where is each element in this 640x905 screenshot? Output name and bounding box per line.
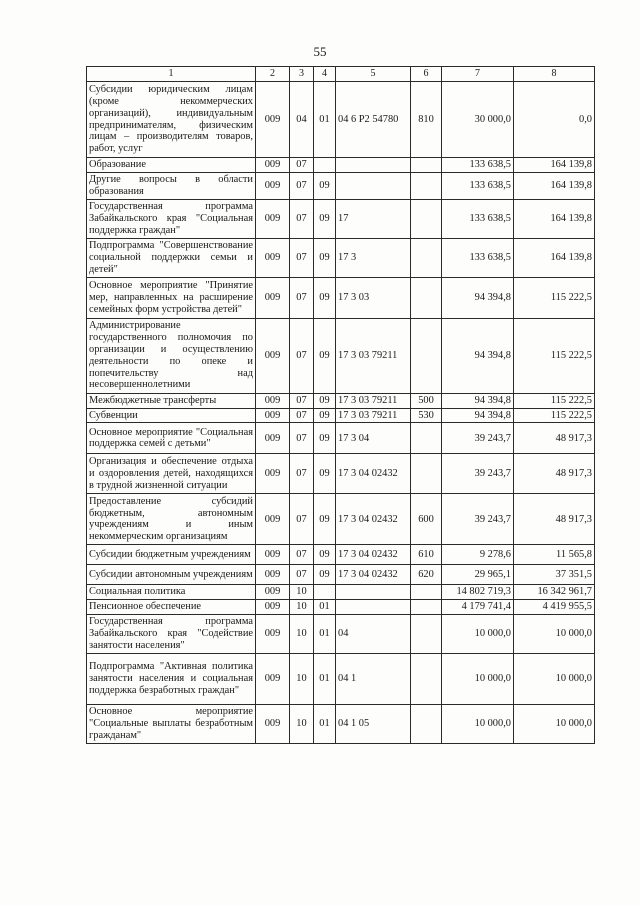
code-expense-type — [411, 600, 442, 615]
row-name: Государственная программа Забайкальского края "Социальная поддержка граждан" — [87, 199, 256, 238]
code-section: 07 — [290, 158, 314, 173]
table-row — [87, 545, 595, 565]
table-body — [87, 82, 595, 744]
amount-year-2: 37 351,5 — [514, 565, 595, 585]
code-target: 17 3 03 79211 — [336, 408, 411, 423]
code-admin: 009 — [256, 423, 290, 454]
code-subsection: 09 — [314, 423, 336, 454]
code-expense-type — [411, 172, 442, 199]
amount-year-2: 115 222,5 — [514, 318, 595, 393]
table-row — [87, 318, 595, 393]
amount-year-2: 115 222,5 — [514, 277, 595, 318]
row-name: Субсидии юридическим лицам (кроме некоммерческих организаций), индивидуальным предпринимателям, физическим лицам – производителям товаров, работ, услуг — [87, 82, 256, 158]
code-section: 07 — [290, 393, 314, 408]
amount-year-1: 133 638,5 — [442, 158, 514, 173]
amount-year-2: 115 222,5 — [514, 393, 595, 408]
amount-year-2: 10 000,0 — [514, 705, 595, 744]
code-expense-type: 610 — [411, 545, 442, 565]
table-row — [87, 238, 595, 277]
row-name: Пенсионное обеспечение — [87, 600, 256, 615]
code-expense-type: 810 — [411, 82, 442, 158]
amount-year-1: 94 394,8 — [442, 318, 514, 393]
amount-year-2: 11 565,8 — [514, 545, 595, 565]
table-row — [87, 600, 595, 615]
code-target: 17 — [336, 199, 411, 238]
row-name: Основное мероприятие "Социальные выплаты безработным гражданам" — [87, 705, 256, 744]
code-subsection — [314, 585, 336, 600]
code-subsection: 09 — [314, 277, 336, 318]
code-admin: 009 — [256, 199, 290, 238]
table-row — [87, 585, 595, 600]
row-name: Субвенции — [87, 408, 256, 423]
row-name: Предоставление субсидий бюджетным, автономным учреждениям и иным некоммерческим организациям — [87, 494, 256, 545]
code-target: 04 — [336, 615, 411, 654]
amount-year-1: 94 394,8 — [442, 393, 514, 408]
row-name: Администрирование государственного полномочия по организации и осуществлению деятельности по опеке и попечительству над несовершеннолетними — [87, 318, 256, 393]
code-target — [336, 600, 411, 615]
code-subsection: 09 — [314, 565, 336, 585]
amount-year-2: 10 000,0 — [514, 654, 595, 705]
code-expense-type — [411, 705, 442, 744]
code-subsection: 01 — [314, 654, 336, 705]
table-row — [87, 393, 595, 408]
amount-year-2: 164 139,8 — [514, 238, 595, 277]
code-admin: 009 — [256, 705, 290, 744]
code-expense-type — [411, 199, 442, 238]
code-section: 07 — [290, 408, 314, 423]
code-section: 07 — [290, 545, 314, 565]
code-expense-type — [411, 277, 442, 318]
code-section: 10 — [290, 654, 314, 705]
code-section: 07 — [290, 238, 314, 277]
code-target: 17 3 04 — [336, 423, 411, 454]
code-target: 17 3 03 — [336, 277, 411, 318]
amount-year-2: 48 917,3 — [514, 494, 595, 545]
table-row — [87, 423, 595, 454]
code-subsection: 01 — [314, 615, 336, 654]
table-row — [87, 565, 595, 585]
budget-table — [86, 66, 595, 744]
code-admin: 009 — [256, 545, 290, 565]
code-subsection: 09 — [314, 238, 336, 277]
amount-year-1: 29 965,1 — [442, 565, 514, 585]
col-header: 7 — [442, 67, 514, 82]
code-section: 07 — [290, 423, 314, 454]
code-admin: 009 — [256, 654, 290, 705]
table-row — [87, 82, 595, 158]
code-subsection: 09 — [314, 494, 336, 545]
header-row — [87, 67, 595, 82]
amount-year-1: 30 000,0 — [442, 82, 514, 158]
code-section: 07 — [290, 199, 314, 238]
amount-year-1: 14 802 719,3 — [442, 585, 514, 600]
code-subsection: 09 — [314, 199, 336, 238]
amount-year-1: 10 000,0 — [442, 654, 514, 705]
code-target: 04 1 — [336, 654, 411, 705]
code-admin: 009 — [256, 393, 290, 408]
amount-year-2: 164 139,8 — [514, 158, 595, 173]
table-row — [87, 454, 595, 494]
code-section: 10 — [290, 600, 314, 615]
table-row — [87, 654, 595, 705]
row-name: Организация и обеспечение отдыха и оздоровления детей, находящихся в трудной жизненной ситуации — [87, 454, 256, 494]
code-target: 17 3 04 02432 — [336, 454, 411, 494]
code-section: 10 — [290, 585, 314, 600]
code-section: 10 — [290, 705, 314, 744]
code-expense-type — [411, 158, 442, 173]
code-admin: 009 — [256, 238, 290, 277]
code-expense-type: 530 — [411, 408, 442, 423]
row-name: Субсидии автономным учреждениям — [87, 565, 256, 585]
code-target — [336, 585, 411, 600]
code-subsection: 01 — [314, 82, 336, 158]
row-name: Межбюджетные трансферты — [87, 393, 256, 408]
code-expense-type: 600 — [411, 494, 442, 545]
amount-year-2: 10 000,0 — [514, 615, 595, 654]
code-expense-type — [411, 585, 442, 600]
row-name: Основное мероприятие "Принятие мер, направленных на расширение семейных форм устройства детей" — [87, 277, 256, 318]
code-admin: 009 — [256, 408, 290, 423]
amount-year-1: 10 000,0 — [442, 705, 514, 744]
table-row — [87, 199, 595, 238]
amount-year-1: 133 638,5 — [442, 199, 514, 238]
amount-year-2: 164 139,8 — [514, 172, 595, 199]
code-admin: 009 — [256, 600, 290, 615]
code-subsection — [314, 158, 336, 173]
code-expense-type: 620 — [411, 565, 442, 585]
code-admin: 009 — [256, 82, 290, 158]
code-admin: 009 — [256, 615, 290, 654]
col-header: 4 — [314, 67, 336, 82]
amount-year-2: 115 222,5 — [514, 408, 595, 423]
code-expense-type: 500 — [411, 393, 442, 408]
code-target: 17 3 03 79211 — [336, 393, 411, 408]
table-row — [87, 408, 595, 423]
code-section: 10 — [290, 615, 314, 654]
code-subsection: 09 — [314, 454, 336, 494]
amount-year-2: 48 917,3 — [514, 454, 595, 494]
amount-year-2: 0,0 — [514, 82, 595, 158]
amount-year-2: 48 917,3 — [514, 423, 595, 454]
table-row — [87, 494, 595, 545]
page-number: 55 — [313, 44, 327, 59]
code-subsection: 09 — [314, 318, 336, 393]
code-target: 17 3 — [336, 238, 411, 277]
code-subsection: 01 — [314, 705, 336, 744]
code-admin: 009 — [256, 565, 290, 585]
code-section: 04 — [290, 82, 314, 158]
table-row — [87, 277, 595, 318]
amount-year-1: 39 243,7 — [442, 494, 514, 545]
code-target — [336, 158, 411, 173]
code-target: 17 3 04 02432 — [336, 565, 411, 585]
amount-year-1: 4 179 741,4 — [442, 600, 514, 615]
code-section: 07 — [290, 565, 314, 585]
row-name: Основное мероприятие "Социальная поддержка семей с детьми" — [87, 423, 256, 454]
amount-year-2: 164 139,8 — [514, 199, 595, 238]
code-admin: 009 — [256, 494, 290, 545]
code-expense-type — [411, 423, 442, 454]
code-section: 07 — [290, 318, 314, 393]
code-target: 04 6 P2 54780 — [336, 82, 411, 158]
row-name: Подпрограмма "Активная политика занятости населения и социальная поддержка безработных граждан" — [87, 654, 256, 705]
code-expense-type — [411, 654, 442, 705]
amount-year-1: 39 243,7 — [442, 454, 514, 494]
table-row — [87, 158, 595, 173]
code-expense-type — [411, 454, 442, 494]
col-header: 5 — [336, 67, 411, 82]
col-header: 6 — [411, 67, 442, 82]
code-section: 07 — [290, 454, 314, 494]
code-admin: 009 — [256, 585, 290, 600]
col-header: 8 — [514, 67, 595, 82]
row-name: Государственная программа Забайкальского края "Содействие занятости населения" — [87, 615, 256, 654]
code-subsection: 09 — [314, 408, 336, 423]
amount-year-1: 133 638,5 — [442, 238, 514, 277]
code-admin: 009 — [256, 318, 290, 393]
col-header: 1 — [87, 67, 256, 82]
amount-year-1: 94 394,8 — [442, 277, 514, 318]
amount-year-1: 9 278,6 — [442, 545, 514, 565]
table-row — [87, 705, 595, 744]
code-target: 04 1 05 — [336, 705, 411, 744]
code-subsection: 09 — [314, 393, 336, 408]
code-subsection: 09 — [314, 545, 336, 565]
code-target: 17 3 03 79211 — [336, 318, 411, 393]
table-row — [87, 615, 595, 654]
amount-year-1: 133 638,5 — [442, 172, 514, 199]
amount-year-1: 39 243,7 — [442, 423, 514, 454]
code-admin: 009 — [256, 158, 290, 173]
amount-year-2: 4 419 955,5 — [514, 600, 595, 615]
code-subsection: 09 — [314, 172, 336, 199]
code-target: 17 3 04 02432 — [336, 545, 411, 565]
col-header: 2 — [256, 67, 290, 82]
code-expense-type — [411, 318, 442, 393]
code-section: 07 — [290, 172, 314, 199]
row-name: Субсидии бюджетным учреждениям — [87, 545, 256, 565]
amount-year-1: 94 394,8 — [442, 408, 514, 423]
row-name: Социальная политика — [87, 585, 256, 600]
code-target: 17 3 04 02432 — [336, 494, 411, 545]
table-row — [87, 172, 595, 199]
code-expense-type — [411, 238, 442, 277]
code-admin: 009 — [256, 454, 290, 494]
amount-year-2: 16 342 961,7 — [514, 585, 595, 600]
code-target — [336, 172, 411, 199]
code-section: 07 — [290, 494, 314, 545]
code-admin: 009 — [256, 172, 290, 199]
row-name: Подпрограмма "Совершенствование социальной поддержки семьи и детей" — [87, 238, 256, 277]
code-expense-type — [411, 615, 442, 654]
amount-year-1: 10 000,0 — [442, 615, 514, 654]
code-admin: 009 — [256, 277, 290, 318]
row-name: Образование — [87, 158, 256, 173]
col-header: 3 — [290, 67, 314, 82]
code-subsection: 01 — [314, 600, 336, 615]
row-name: Другие вопросы в области образования — [87, 172, 256, 199]
code-section: 07 — [290, 277, 314, 318]
